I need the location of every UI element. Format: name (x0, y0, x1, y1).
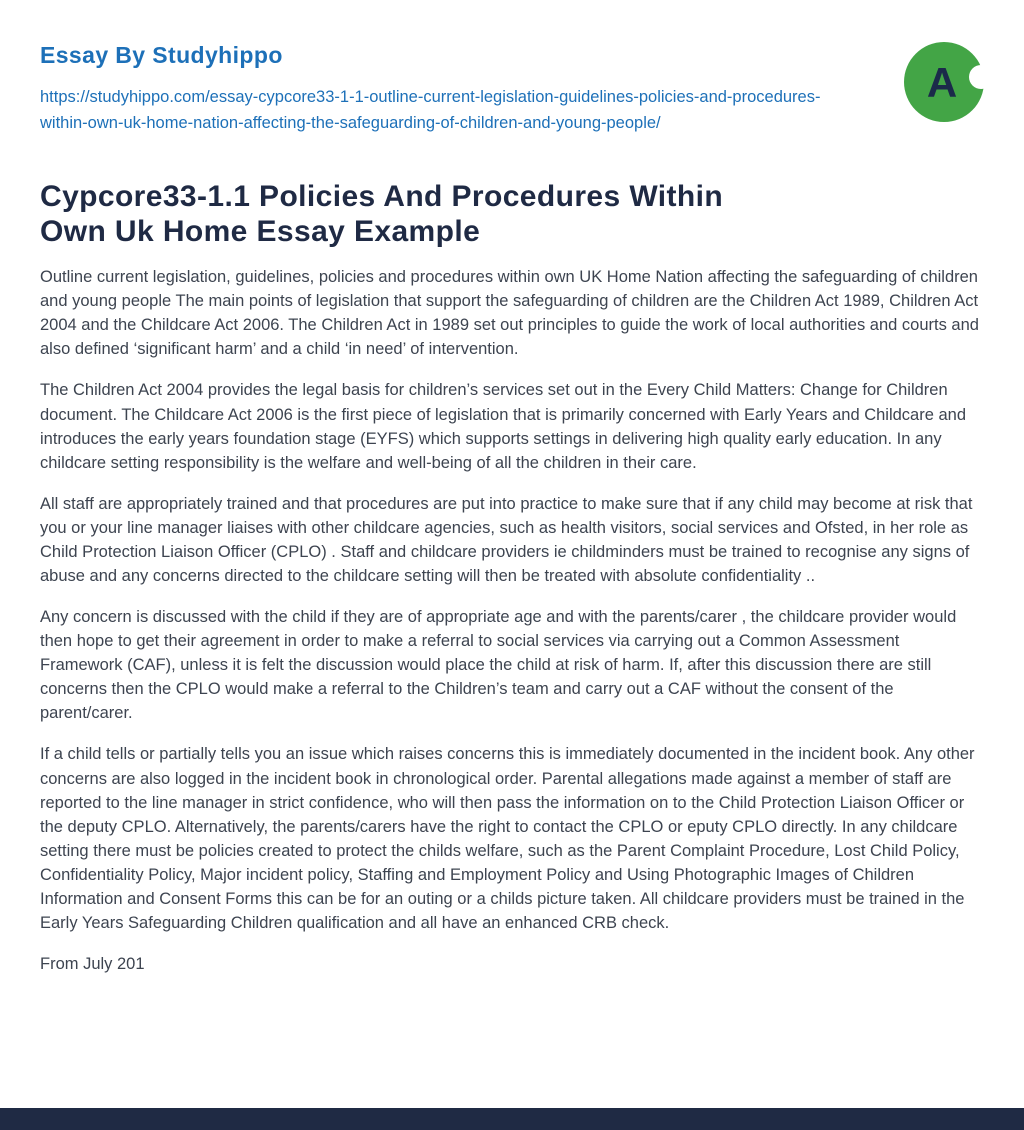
essay-paragraph-1: Outline current legislation, guidelines, policies and procedures within own UK Home Nation affecting the safeguarding of children and young people The main points of legislation that support the safeguarding of children are the Children Act 1989, Children Act 2004 and the Childcare Act 2006. The Children Act in 1989 set out principles to guide the work of local authorities and courts and also defined ‘significant harm’ and a child ‘in need’ of intervention. (40, 268, 979, 359)
brand-title: Essay By Studyhippo (40, 42, 283, 68)
essay-content (40, 180, 984, 976)
footer-bar (0, 1108, 1024, 1130)
essay-title: Cypcore33-1.1 Policies And Procedures Within Own Uk Home Essay Example (40, 180, 724, 248)
source-url-link[interactable]: https://studyhippo.com/essay-cypcore33-1-1-outline-current-legislation-guidelines-policies-and-procedures-within-own-uk-home-nation-affecting-the-safeguarding-of-children-and-young-people/ (40, 88, 821, 132)
page-header (40, 42, 984, 136)
logo-letter: A (926, 59, 958, 106)
studyhippo-logo-icon (904, 42, 984, 122)
essay-paragraph-5: If a child tells or partially tells you an issue which raises concerns this is immediately documented in the incident book. Any other concerns are also logged in the incident book in chronological order. Parental allegations made against a member of staff are reported to the line manager in strict confidence, who will then pass the information on to the Child Protection Liaison Officer or the deputy CPLO. Alternatively, the parents/carers have the right to contact the CPLO or eputy CPLO directly. In any childcare setting there must be policies created to protect the childs welfare, such as the Parent Complaint Procedure, Lost Child Policy, Confidentiality Policy, Major incident policy, Staffing and Employment Policy and Using Photographic Images of Children Information and Consent Forms this can be for an outing or a childs picture taken. All childcare providers must be trained in the Early Years Safeguarding Children qualification and all have an enhanced CRB check. (40, 745, 975, 932)
essay-paragraph-4: Any concern is discussed with the child if they are of appropriate age and with the parents/carer , the childcare provider would then hope to get their agreement in order to make a referral to social services via carrying out a Common Assessment Framework (CAF), unless it is felt the discussion would place the child at risk of harm. If, after this discussion there are still concerns then the CPLO would make a referral to the Children’s team and carry out a CAF without the consent of the parent/carer. (40, 608, 957, 723)
header-text-block (40, 42, 855, 136)
essay-paragraph-3: All staff are appropriately trained and that procedures are put into practice to make sure that if any child may become at risk that you or your line manager liaises with other childcare agencies, such as health visitors, social services and Ofsted, in her role as Child Protection Liaison Officer (CPLO) . Staff and childcare providers ie childminders must be trained to recognise any signs of abuse and any concerns directed to the childcare setting will then be treated with absolute confidentiality .. (40, 494, 973, 585)
essay-paragraph-2: The Children Act 2004 provides the legal basis for children’s services set out in the Every Child Matters: Change for Children document. The Childcare Act 2006 is the first piece of legislation that is primarily concerned with Early Years and Childcare and introduces the early years foundation stage (EYFS) which supports settings in delivering high quality early education. In any childcare setting responsibility is the welfare and well-being of all the children in their care. (40, 381, 967, 472)
essay-paragraph-6-truncated: From July 201 (40, 955, 145, 974)
